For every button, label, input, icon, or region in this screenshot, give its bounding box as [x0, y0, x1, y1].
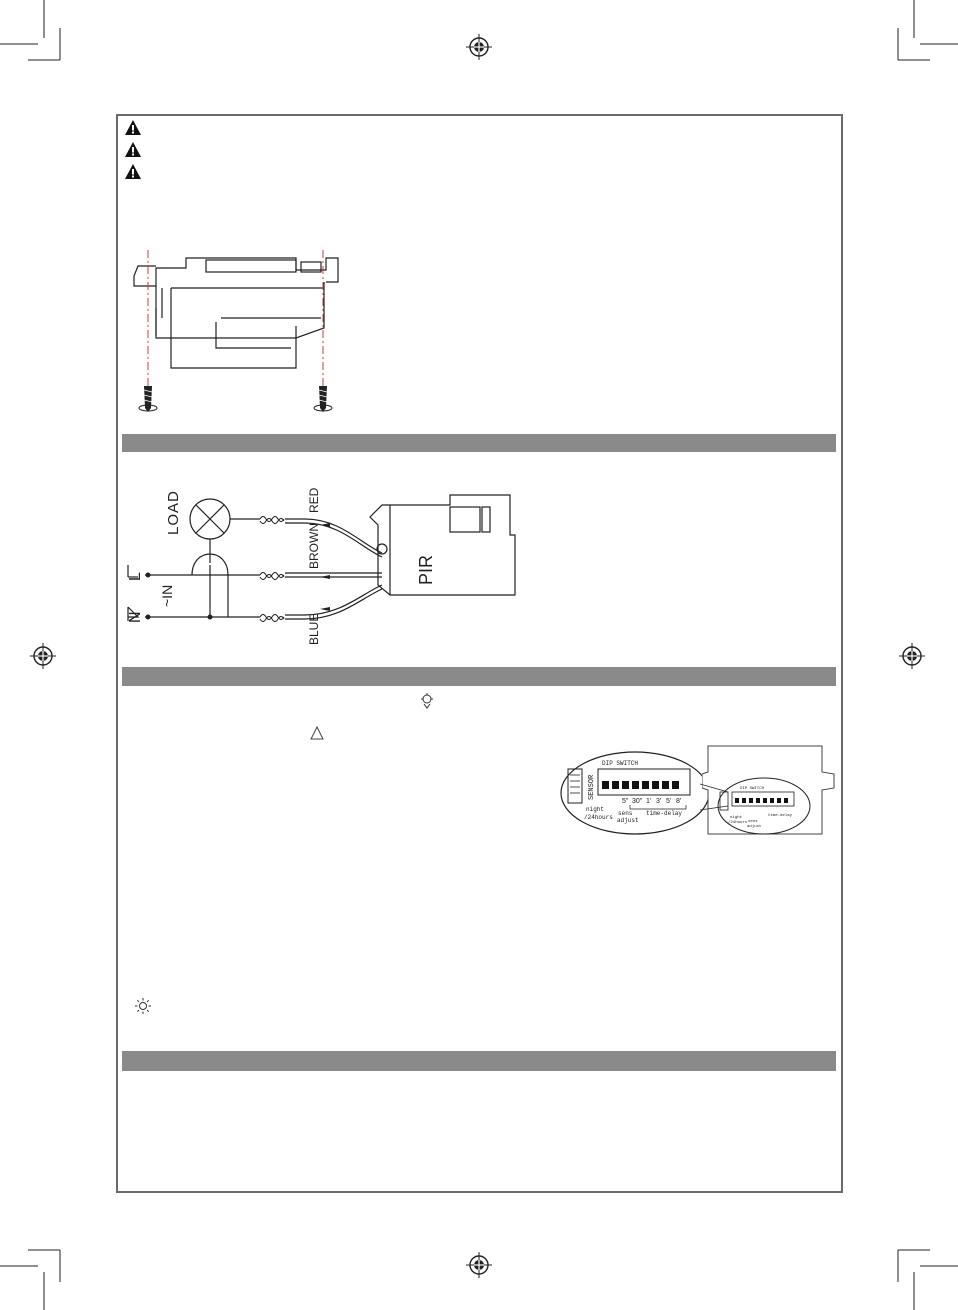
dip-switch-title: DIP SWITCH [602, 760, 639, 767]
registration-mark-icon [466, 1252, 492, 1278]
pir-label: PIR [416, 554, 436, 585]
line-label: L [127, 572, 144, 581]
dip-position-3: 1' [646, 798, 652, 805]
section-header-bar [122, 667, 836, 686]
triangle-icon [310, 726, 324, 740]
time-delay-label: time-delay [646, 810, 683, 817]
small-dip-switch-title: DIP SWITCH [740, 787, 765, 791]
registration-mark-icon [466, 34, 492, 60]
night-label: night [586, 806, 605, 813]
neutral-label: N [127, 611, 144, 623]
section-header-bar [122, 1051, 836, 1071]
input-label: ~IN [159, 584, 175, 607]
registration-mark-icon [30, 643, 56, 669]
dip-position-6: 8' [676, 798, 682, 805]
small-adjust-label: adjust [747, 825, 762, 829]
registration-mark-icon [899, 643, 925, 669]
warning-icon [124, 163, 142, 180]
adjust-label: adjust [617, 817, 639, 824]
warning-icon [124, 119, 142, 136]
section-header-bar [122, 434, 836, 452]
blue-wire-label: BLUE [307, 613, 321, 645]
sun-icon [134, 997, 152, 1015]
sensor-icon [418, 692, 436, 710]
small-time-delay-label: time-delay [768, 814, 793, 818]
dip-position-1: 5" [622, 798, 629, 805]
mounting-illustration [126, 248, 346, 418]
dip-position-5: 5' [666, 798, 672, 805]
sens-label: sens [618, 810, 633, 817]
small-hours-label: /24hours [728, 821, 748, 825]
brown-wire-label: BROWN [307, 523, 321, 569]
dip-position-2: 30" [632, 798, 643, 805]
small-night-label: night [730, 816, 743, 820]
callout-connector [700, 780, 730, 820]
wiring-diagram [120, 485, 520, 655]
sensor-label: SENSOR [588, 774, 596, 800]
dip-switch-detail [560, 751, 710, 835]
dip-position-4: 3' [656, 798, 662, 805]
warning-icon [124, 141, 142, 158]
red-wire-label: RED [307, 487, 321, 513]
hours-label: /24hours [584, 814, 613, 821]
load-label: LOAD [165, 490, 182, 535]
small-sens-label: sens [748, 820, 758, 824]
